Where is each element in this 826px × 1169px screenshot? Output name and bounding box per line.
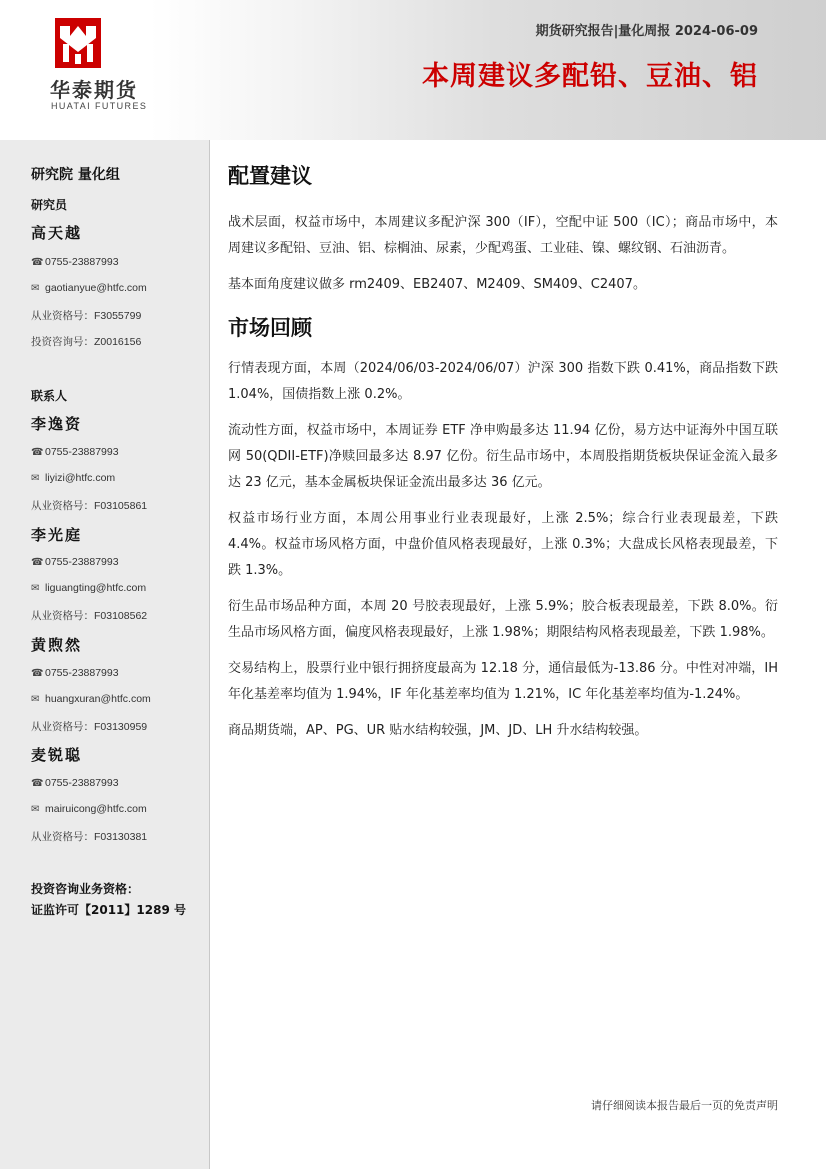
contact-phone: ☎ 0755-23887993 [31, 667, 119, 679]
contact-email[interactable]: ✉ mairuicong@htfc.com [31, 803, 147, 815]
contact-name: 李光庭 [31, 526, 83, 544]
contact-phone: ☎ 0755-23887993 [31, 446, 119, 458]
section-title-market-review: 市场回顾 [228, 316, 312, 340]
researcher-label: 研究员 [31, 198, 68, 212]
allocation-paragraph: 基本面角度建议做多 rm2409、EB2407、M2409、SM409、C2407。 [228, 277, 646, 292]
contact-phone: ☎ 0755-23887993 [31, 777, 119, 789]
author-sidebar [0, 140, 210, 1169]
researcher-qualification: 从业资格号：F3055799 [31, 310, 142, 322]
envelope-icon: ✉ [31, 583, 40, 594]
phone-icon: ☎ [31, 778, 44, 789]
contact-qualification: 从业资格号：F03105861 [31, 500, 148, 512]
envelope-icon: ✉ [31, 473, 40, 484]
contact-email[interactable]: ✉ liguangting@htfc.com [31, 582, 147, 594]
report-body [228, 160, 778, 754]
contact-email[interactable]: ✉ liyizi@htfc.com [31, 472, 116, 484]
contact-name: 黄煦然 [31, 636, 83, 654]
market-review-paragraph: 行情表现方面，本周（2024/06/03-2024/06/07）沪深 300 指数下跌 0.41%，商品指数下跌 1.04%，国债指数上涨 0.2%。 [228, 361, 778, 402]
report-title: 本周建议多配铅、豆油、铝 [422, 61, 758, 92]
market-review-paragraph: 商品期货端，AP、PG、UR 贴水结构较强，JM、JD、LH 升水结构较强。 [228, 723, 648, 738]
envelope-icon: ✉ [31, 283, 40, 294]
market-review-paragraph: 权益市场行业方面，本周公用事业行业表现最好，上涨 2.5%；综合行业表现最差，下跌 4.4%。权益市场风格方面，中盘价值风格表现最好，上涨 0.3%；大盘成长风格表现最差，下跌 1.3%。 [228, 511, 778, 578]
market-review-paragraph: 交易结构上，股票行业中银行拥挤度最高为 12.18 分，通信最低为-13.86 分。中性对冲端，IH 年化基差率均值为 1.94%，IF 年化基差率均值为 1.21%，IC 年化基差率均值为-1.24%。 [228, 661, 778, 702]
section-title-allocation: 配置建议 [228, 164, 312, 188]
logo-mark-icon [55, 18, 101, 68]
report-type-date: 期货研究报告|量化周报 2024-06-09 [535, 24, 758, 39]
phone-icon: ☎ [31, 557, 44, 568]
license-number: 证监许可【2011】1289 号 [31, 903, 186, 917]
researcher-investment-id: 投资咨询号：Z0016156 [31, 336, 142, 348]
logo-chinese-text: 华泰期货 [50, 78, 138, 102]
allocation-paragraph: 战术层面，权益市场中，本周建议多配沪深 300（IF），空配中证 500（IC）；商品市场中，本周建议多配铅、豆油、铝、棕榈油、尿素，少配鸡蛋、工业硅、镍、螺纹钢、石油沥青。 [228, 215, 778, 256]
researcher-email[interactable]: ✉ gaotianyue@htfc.com [31, 282, 147, 294]
researcher-name: 高天越 [31, 224, 83, 242]
license-label: 投资咨询业务资格： [31, 882, 140, 896]
contact-name: 麦锐聪 [31, 746, 83, 764]
envelope-icon: ✉ [31, 694, 40, 705]
department-label: 研究院 量化组 [31, 167, 120, 183]
market-review-paragraph: 流动性方面，权益市场中，本周证券 ETF 净申购最多达 11.94 亿份，易方达中证海外中国互联网 50(QDII-ETF)净赎回最多达 8.97 亿份。衍生品市场中，本周股指期货板块保证金流入最多达 23 亿元，基本金属板块保证金流出最多达 36 亿元。 [228, 423, 778, 490]
market-review-paragraph: 衍生品市场品种方面，本周 20 号胶表现最好，上涨 5.9%；胶合板表现最差，下跌 8.0%。衍生品市场风格方面，偏度风格表现最好，上涨 1.98%；期限结构风格表现最差，下跌 1.98%。 [228, 599, 778, 640]
contact-phone: ☎ 0755-23887993 [31, 556, 119, 568]
phone-icon: ☎ [31, 668, 44, 679]
contact-email[interactable]: ✉ huangxuran@htfc.com [31, 693, 151, 705]
phone-icon: ☎ [31, 447, 44, 458]
phone-icon: ☎ [31, 257, 44, 268]
contact-name: 李逸资 [31, 415, 83, 433]
researcher-phone: ☎ 0755-23887993 [31, 256, 119, 268]
contact-qualification: 从业资格号：F03130381 [31, 831, 148, 843]
disclaimer-note: 请仔细阅读本报告最后一页的免责声明 [591, 1099, 778, 1112]
logo-english-text: HUATAI FUTURES [51, 101, 148, 111]
contacts-label: 联系人 [31, 389, 68, 403]
contact-qualification: 从业资格号：F03108562 [31, 610, 148, 622]
contact-qualification: 从业资格号：F03130959 [31, 721, 148, 733]
envelope-icon: ✉ [31, 804, 40, 815]
report-header [0, 0, 826, 140]
